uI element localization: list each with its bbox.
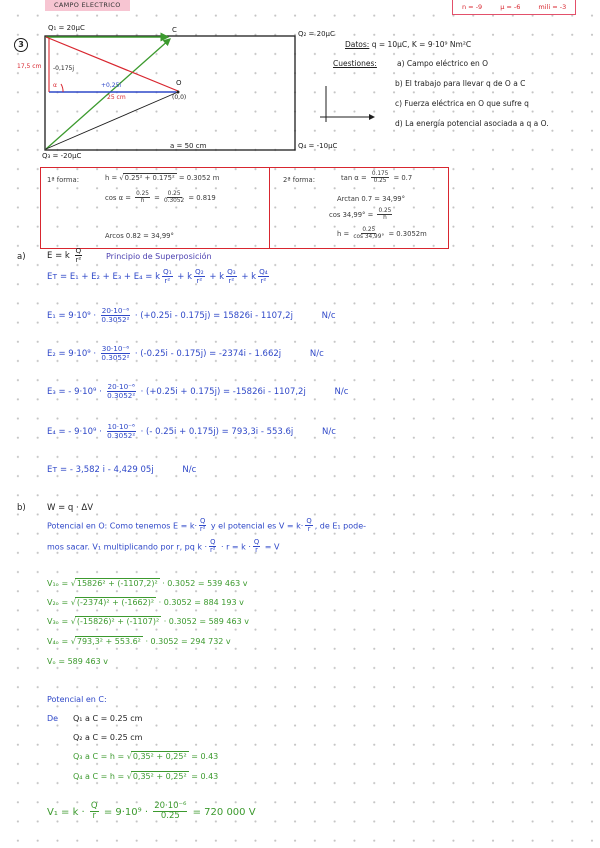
angle-arc (61, 84, 63, 92)
potential-c-label: Potencial en C: (47, 695, 107, 704)
method2-cos-fraction: $\frac{0.25}{h}$ (378, 208, 392, 222)
field-e4-rhs: · (- 0.25i + 0.175j) = 793,3i - 553.6j (140, 426, 294, 437)
prefix-micro: μ = -6 (500, 3, 521, 11)
question-d: d) La energía potencial asociada a q a O. (395, 119, 549, 128)
field-e1-fraction: $\frac{\text{20·10⁻⁶}}{\text{0.3052²}}$ (101, 306, 130, 324)
total-field-result (47, 465, 196, 475)
method2-h-lhs: h = (337, 229, 350, 238)
field-e4-fraction: $\frac{\text{10·10⁻⁶}}{\text{0.3052²}}$ (107, 422, 136, 440)
field-e1 (47, 307, 336, 324)
geometry-box (40, 167, 449, 249)
field-e4-unit: N/c (322, 426, 336, 437)
superposition-principle: Principio de Superposición (106, 252, 212, 261)
distance-q2-c: Q₂ a C = 0.25 cm (73, 733, 143, 742)
question-c: c) Fuerza eléctrica en O que sufre q (395, 99, 529, 108)
potential-vo-total: Vₒ = 589 463 v (47, 657, 108, 666)
height-label: 17,5 cm (17, 63, 42, 70)
coulomb-law (47, 247, 84, 264)
total-term: + k $\frac{\text{Q₄}}{\text{r²}}$ (241, 267, 268, 285)
derivation-fraction-2: $\frac{Q}{r}$ (253, 538, 260, 555)
prefix-nano: n = -9 (462, 3, 483, 11)
potential-formula-fraction: $\frac{Q}{r}$ (306, 517, 312, 534)
field-e1-unit: N/c (321, 310, 336, 321)
derivation-text: = V (264, 542, 280, 552)
potential-v4o: V₄ₒ = √793,3² + 553.6² · 0.3052 = 294 732 v (47, 637, 231, 646)
potential-o-paragraph-line1 (47, 518, 366, 534)
v1c-rhs: = 720 000 V (192, 806, 256, 818)
method1-arccos: Arcos 0.82 = 34,99° (105, 232, 174, 240)
width-label: a = 50 cm (170, 142, 207, 150)
distance-q4-c: Q₄ a C = h = √0,35² + 0,25² = 0.43 (73, 772, 219, 781)
method2-cos-equation (329, 208, 394, 222)
method1-cos-mid: = (154, 193, 160, 202)
field-e2-rhs: · (-0.25i - 0.175j) = -2374i - 1.662j (134, 348, 282, 359)
charge-q4-label: Q₄ = -10μC (298, 142, 338, 150)
paragraph-text: , de E₁ pode- (314, 521, 366, 531)
vector-i-label: +0,25i (101, 82, 122, 89)
method1-cos-rhs: = 0.819 (188, 193, 216, 202)
given-data (345, 40, 471, 49)
vector-j-label: -0,175j (53, 65, 75, 72)
field-e3-lhs: E₃ = - 9·10⁹ · (47, 386, 102, 397)
field-e1-lhs: E₁ = 9·10⁹ · (47, 310, 97, 321)
method1-h-equation (105, 174, 219, 182)
field-e4-lhs: E₄ = - 9·10⁹ · (47, 426, 102, 437)
method2-arctan: Arctan 0.7 = 34,99° (337, 195, 406, 203)
potential-formula: V = k· (278, 521, 304, 531)
problem-number: 3 (14, 38, 28, 52)
field-formula-fraction: $\frac{Q}{\text{r²}}$ (199, 517, 206, 534)
potential-v1-at-c (47, 802, 256, 822)
method1-label: 1ª forma: (47, 176, 79, 184)
method1-cos-fraction-1: $\frac{0.25}{h}$ (136, 191, 149, 205)
cuestiones-label: Cuestiones: (333, 59, 377, 68)
question-b: b) El trabajo para llevar q de O a C (395, 79, 526, 88)
paragraph-text: y el potencial es (210, 521, 277, 531)
prefix-mili: mili = -3 (538, 3, 567, 11)
method2-h-rhs: = 0.3052m (388, 229, 427, 238)
field-e4 (47, 423, 336, 440)
method2-label: 2ª forma: (283, 176, 315, 184)
field-e3 (47, 383, 348, 400)
method2-tan-equation (341, 171, 412, 185)
origin-label: (0,0) (172, 94, 187, 101)
potential-o-label: Potencial en O: (47, 521, 108, 531)
field-e2-lhs: E₂ = 9·10⁹ · (47, 348, 97, 359)
method1-cos-equation (105, 191, 216, 205)
distances-de: De (47, 714, 59, 723)
charge-q2-label: Q₂ = 20μC (298, 30, 335, 38)
distance-q3-c: Q₃ a C = h = √0,35² + 0,25² = 0.43 (73, 752, 219, 761)
field-e3-unit: N/c (334, 386, 349, 397)
coulomb-law-lhs: E = k (47, 250, 70, 261)
work-formula: W = q · ΔV (47, 503, 94, 513)
method1-h-lhs: h = √ (105, 174, 124, 182)
charge-q3-label: Q₃ = -20μC (42, 152, 82, 160)
total-field-lhs: Eт = E₁ + E₂ + E₃ + E₄ = (47, 271, 153, 282)
total-term: + k $\frac{\text{Q₃}}{\text{r²}}$ (209, 267, 236, 285)
method2-tan-lhs: tan α = (341, 173, 367, 182)
datos-label: Datos: (345, 40, 370, 49)
potential-v2o: V₂ₒ = √(-2374)² + (-1662)² · 0.3052 = 884 193 v (47, 598, 244, 607)
field-e3-rhs: · (+0.25i + 0.175j) = -15826i - 1107,2j (140, 386, 306, 397)
part-a-label: a) (17, 252, 26, 262)
v1c-lhs: V₁ = k · (47, 806, 85, 818)
total-term: + k $\frac{\text{Q₂}}{\text{r²}}$ (177, 267, 204, 285)
page-title: CAMPO ELECTRICO (45, 0, 130, 11)
potential-v3o: V₃ₒ = √(-15826)² + (-1107)² · 0.3052 = 589 463 v (47, 617, 249, 626)
coulomb-law-fraction: $\frac{Q}{\text{r²}}$ (75, 246, 82, 264)
method1-cos-lhs: cos α = (105, 193, 131, 202)
half-width-label: 25 cm (107, 94, 126, 101)
datos-values: q = 10μC, K = 9·10⁹ Nm²C (371, 40, 472, 49)
v1c-mid: = 9·10⁹ · (103, 806, 149, 818)
point-o-label: O (176, 79, 182, 87)
total-term: k $\frac{\text{Q₁}}{\text{r²}}$ (155, 267, 172, 285)
field-e3-fraction: $\frac{\text{20·10⁻⁶}}{\text{0.3052²}}$ (107, 382, 136, 400)
v1c-fraction-1: $\frac{Q}{r}$ (90, 801, 98, 822)
total-field-equation (47, 268, 271, 285)
derivation-fraction-1: $\frac{Q}{\text{r²}}$ (210, 538, 216, 555)
field-e1-rhs: · (+0.25i - 0.175j) = 15826i - 1107,2j (134, 310, 293, 321)
paragraph-text: Como tenemos (109, 521, 171, 531)
method1-h-radicand: 0.25² + 0.175² (124, 174, 175, 182)
total-field-value: Eт = - 3,582 i - 4,429 05j (47, 465, 154, 475)
method2-tan-rhs: = 0.7 (393, 173, 413, 182)
field-e2-fraction: $\frac{\text{30·10⁻⁶}}{\text{0.3052²}}$ (101, 344, 130, 362)
point-c-label: C (172, 26, 177, 34)
field-e2-unit: N/c (309, 348, 324, 359)
v1c-fraction-2: $\frac{\text{20·10⁻⁶}}{0.25}$ (154, 801, 187, 822)
potential-o-paragraph-line2 (47, 539, 280, 555)
charge-q1-label: Q₁ = 20μC (48, 24, 85, 32)
method2-cos-lhs: cos 34,99° = (329, 210, 374, 219)
method2-h-fraction: $\frac{0.25}{\cos 34,99^\circ}$ (353, 227, 385, 241)
potential-v1o: V₁ₒ = √15826² + (-1107,2)² · 0.3052 = 539 463 v (47, 579, 248, 588)
field-e2 (47, 345, 324, 362)
method1-cos-fraction-2: $\frac{0.25}{0.3052}$ (164, 191, 185, 205)
geometry-divider (269, 168, 270, 248)
angle-label: α (53, 82, 57, 89)
field-formula: E = k· (172, 521, 197, 531)
method1-h-rhs: = 0.3052 m (178, 174, 220, 182)
question-a: a) Campo eléctrico en O (397, 59, 489, 68)
derivation-text: · r = k · (221, 542, 251, 552)
distance-q1-c: Q₁ a C = 0.25 cm (73, 714, 143, 723)
method2-h-equation (337, 227, 427, 241)
derivation-text: k · (197, 542, 208, 552)
part-b-label: b) (17, 503, 26, 513)
total-field-unit: N/c (182, 465, 197, 475)
paragraph-text: mos sacar. V₁ multiplicando por r, pq (47, 542, 195, 552)
method2-tan-fraction: $\frac{0.175}{0.25}$ (371, 171, 389, 185)
